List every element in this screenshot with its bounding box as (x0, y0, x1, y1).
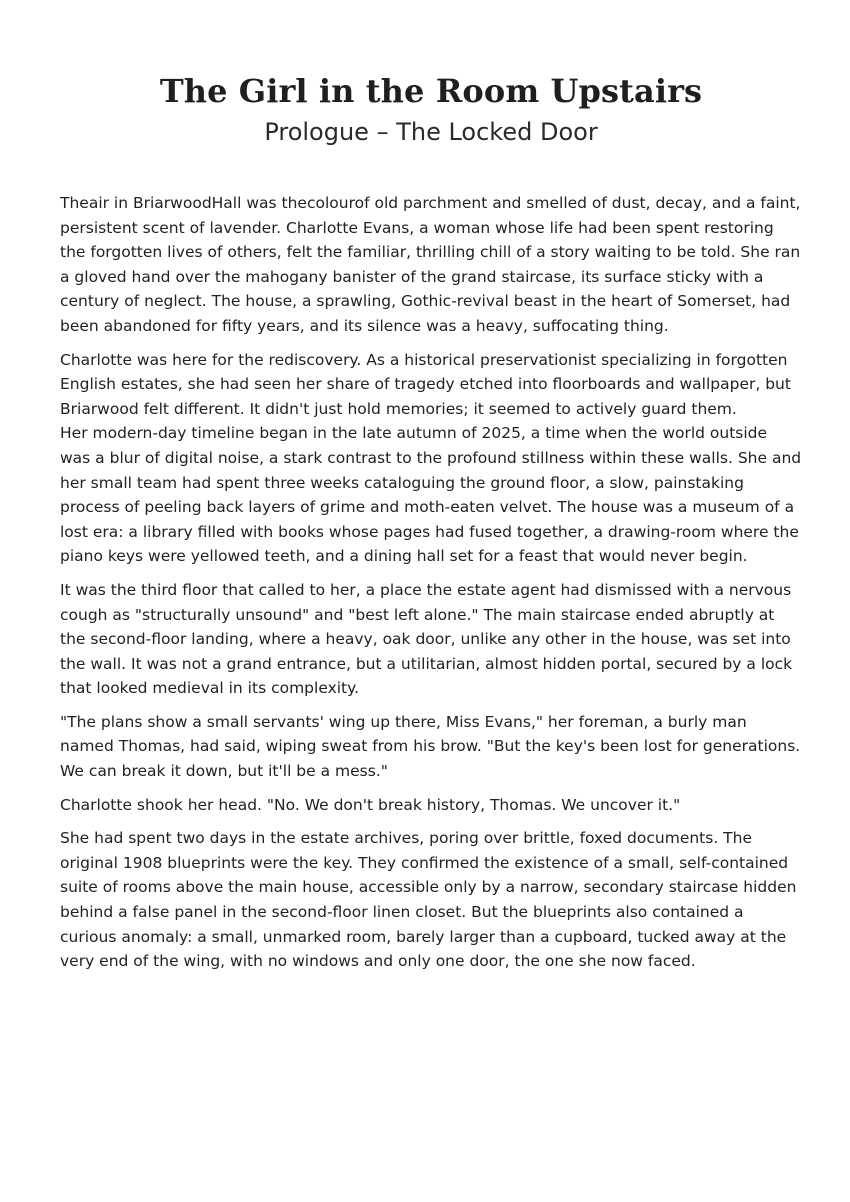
paragraph: Charlotte was here for the rediscovery. As a historical preservationist specializing in forgotten English estates, she had seen her share of tragedy etched into floorboards and wallpaper, but Briarwood felt different. It didn't just hold memories; it seemed to actively guard them. (60, 350, 791, 418)
paragraph: Theair in BriarwoodHall was thecolourof old parchment and smelled of dust, decay, and a faint, persistent scent of lavender. Charlotte Evans, a woman whose life had been spent restoring the forgotten lives of others, felt the familiar, thrilling chill of a story waiting to be told. She ran a gloved hand over the mahogany banister of the grand staircase, its surface sticky with a century of neglect. The house, a sprawling, Gothic-revival beast in the heart of Somerset, had been abandoned for fifty years, and its silence was a heavy, suffocating thing. (60, 194, 801, 335)
document-body (60, 191, 802, 974)
paragraph: "The plans show a small servants' wing up there, Miss Evans," her foreman, a burly man named Thomas, had said, wiping sweat from his brow. "But the key's been lost for generations. We can break it down, but it'll be a mess." (60, 712, 801, 781)
document-title: The Girl in the Room Upstairs (159, 72, 703, 110)
paragraph: It was the third floor that called to her, a place the estate agent had dismissed with a nervous cough as "structurally unsound" and "best left alone." The main staircase ended abruptly at the second-floor landing, where a heavy, oak door, unlike any other in the house, was set into the wall. It was not a grand entrance, but a utilitarian, almost hidden portal, secured by a lock that looked medieval in its complexity. (60, 580, 793, 698)
paragraph: She had spent two days in the estate archives, poring over brittle, foxed documents. The original 1908 blueprints were the key. They confirmed the existence of a small, self-contained suite of rooms above the main house, accessible only by a narrow, secondary staircase hidden behind a false panel in the second-floor linen closet. But the blueprints also contained a curious anomaly: a small, unmarked room, barely larger than a cupboard, tucked away at the very end of the wing, with no windows and only one door, the one she now faced. (60, 829, 797, 971)
paragraph: Charlotte shook her head. "No. We don't break history, Thomas. We uncover it." (60, 795, 681, 814)
chapter-subtitle: Prologue – The Locked Door (264, 118, 598, 146)
paragraph: Her modern-day timeline began in the late autumn of 2025, a time when the world outside was a blur of digital noise, a stark contrast to the profound stillness within these walls. She and her small team had spent three weeks cataloguing the ground floor, a slow, painstaking process of peeling back layers of grime and moth-eaten velvet. The house was a museum of a lost era: a library filled with books whose pages had fused together, a drawing-room where the piano keys were yellowed teeth, and a dining hall set for a feast that would never begin. (60, 424, 802, 566)
